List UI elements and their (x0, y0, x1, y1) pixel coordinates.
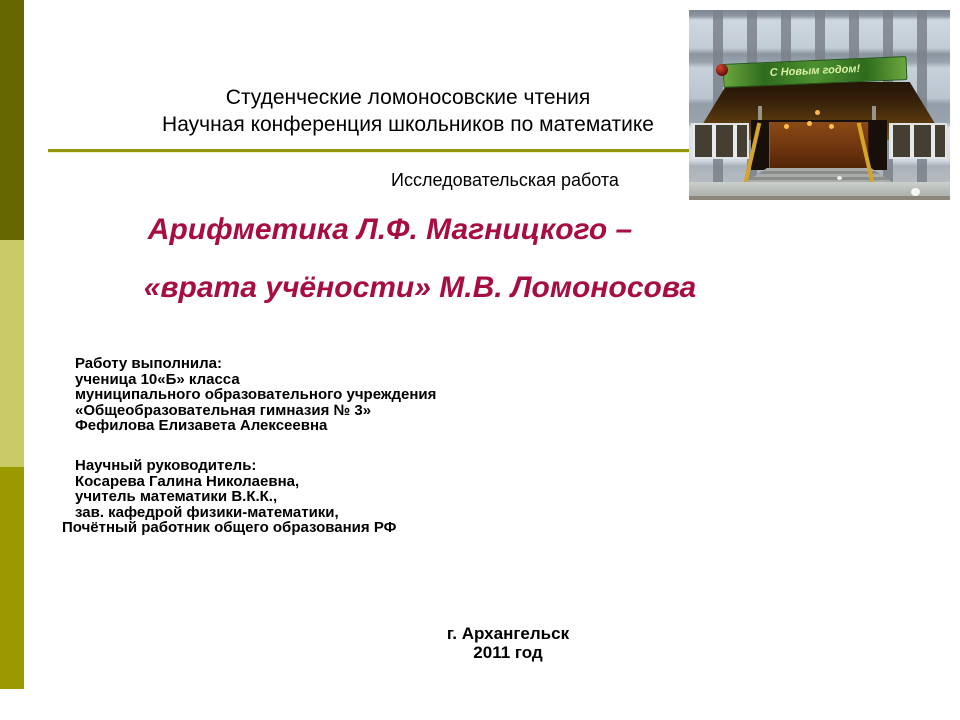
photo-ornament-ball (716, 64, 728, 76)
photo-ground-window-left (691, 123, 749, 159)
advisor-line: Научный руководитель: (75, 457, 257, 474)
slide-title-line-2: «врата учёности» М.В. Ломоносова (143, 271, 697, 304)
header-line-2: Научная конференция школьников по математике (162, 113, 654, 136)
author-line: Работу выполнила: (75, 355, 222, 372)
slide-title-line-1: Арифметика Л.Ф. Магницкого – (147, 213, 633, 246)
photo-ground-strip (689, 196, 950, 200)
photo-lamp (784, 124, 789, 129)
conference-header (48, 84, 768, 138)
header-line-1: Студенческие ломоносовские чтения (225, 86, 591, 109)
left-accent-bar-middle (0, 240, 24, 467)
photo-ground-window-right (889, 123, 947, 159)
school-photo (689, 10, 950, 200)
advisor-line: Почётный работник общего образования РФ (62, 519, 397, 537)
photo-lamp (807, 121, 812, 126)
photo-lamp (829, 124, 834, 129)
left-accent-bar-top (0, 0, 24, 240)
author-line: муниципального образовательного учреждения (75, 386, 437, 404)
header-separator-line (48, 149, 690, 153)
footer-block (348, 624, 668, 662)
photo-snow-patch (911, 188, 920, 196)
advisor-line: зав. кафедрой физики-математики, (75, 503, 339, 521)
advisor-line: учитель математики В.К.К., (75, 488, 278, 506)
advisor-block (62, 457, 397, 537)
author-line: ученица 10«Б» класса (75, 370, 240, 388)
photo-snow-patch (837, 176, 842, 180)
photo-entrance-doors (769, 122, 869, 170)
footer-year: 2011 год (473, 643, 543, 662)
photo-canopy-light (815, 110, 820, 115)
work-type-label: Исследовательская работа (391, 170, 619, 190)
author-block (75, 356, 436, 434)
advisor-line: Косарева Галина Николаевна, (75, 472, 300, 490)
author-line: «Общеобразовательная гимназия № 3» (75, 401, 372, 419)
left-accent-bar-bottom (0, 467, 24, 689)
footer-city: г. Архангельск (446, 624, 570, 643)
author-line: Фефилова Елизавета Алексеевна (75, 417, 328, 435)
photo-new-year-banner: С Новым годом! (723, 56, 908, 88)
